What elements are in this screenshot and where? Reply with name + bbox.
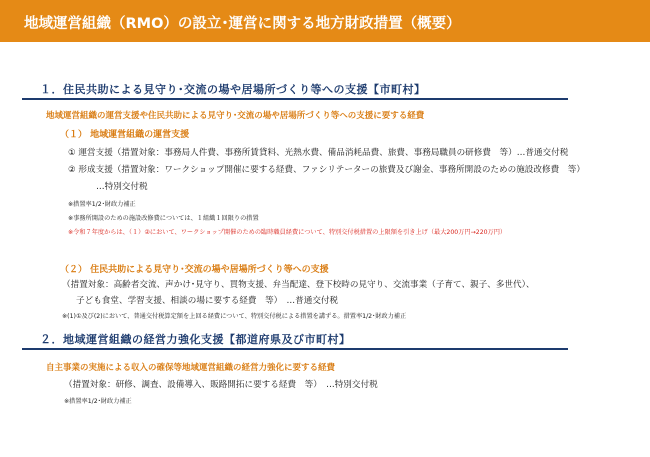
sub1-line3: …特別交付税 <box>96 182 148 192</box>
section2-rule <box>22 348 568 350</box>
sub2-title: （２） 住民共助による見守り･交流の場や居場所づくり等への支援 <box>60 265 329 275</box>
section2-line1: （措置対象：研修、調査、設備導入、販路開拓に要する経費 等） …特別交付税 <box>64 380 378 390</box>
page-title: 地域運営組織（RMO）の設立･運営に関する地方財政措置（概要） <box>24 16 461 32</box>
sub1-note1: ※措置率1/2･財政力補正 <box>68 201 136 208</box>
header-bar <box>0 0 650 42</box>
section2-lead: 自主事業の実施による収入の確保等地域運営組織の経営力強化に要する経費 <box>46 363 336 373</box>
sub2-note: ※(1)①及び(2)において、普通交付税算定額を上回る経費について、特別交付税による措置を講ずる。措置率1/2･財政力補正 <box>62 313 407 320</box>
section1-lead: 地域運営組織の運営支援や住民共助による見守り･交流の場や居場所づくり等への支援に要する経費 <box>46 111 425 121</box>
sub1-line2: ② 形成支援（措置対象：ワークショップ開催に要する経費、ファシリテーターの旅費及び謝金、事務所開設のための施設改修費 等） <box>68 165 585 175</box>
section1-rule <box>22 98 568 100</box>
sub1-note2: ※事務所開設のための施設改修費については、１組織１回限りの措置 <box>68 215 259 222</box>
sub2-line2: 子ども食堂、学習支援、相談の場に要する経費 等） …普通交付税 <box>76 296 339 306</box>
section1-title: １．住民共助による見守り･交流の場や居場所づくり等への支援【市町村】 <box>40 83 426 96</box>
sub1-note3: ※令和７年度からは、（１）②において、ワークショップ開催のための臨時職員経費について、特別交付税措置の上限額を引き上げ（最大200万円→220万円） <box>68 229 507 236</box>
sub1-line1: ① 運営支援（措置対象：事務局人件費、事務所賃貸料、光熱水費、備品消耗品費、旅費、事務局職員の研修費 等）…普通交付税 <box>68 148 569 158</box>
section2-title: ２．地域運営組織の経営力強化支援【都道府県及び市町村】 <box>40 333 351 346</box>
section2-note: ※措置率1/2･財政力補正 <box>64 398 132 405</box>
sub2-line1: （措置対象：高齢者交流、声かけ･見守り、買物支援、弁当配達、登下校時の見守り、交流事業（子育て、親子、多世代）、 <box>62 280 535 290</box>
sub1-title: （１） 地域運営組織の運営支援 <box>60 130 190 140</box>
